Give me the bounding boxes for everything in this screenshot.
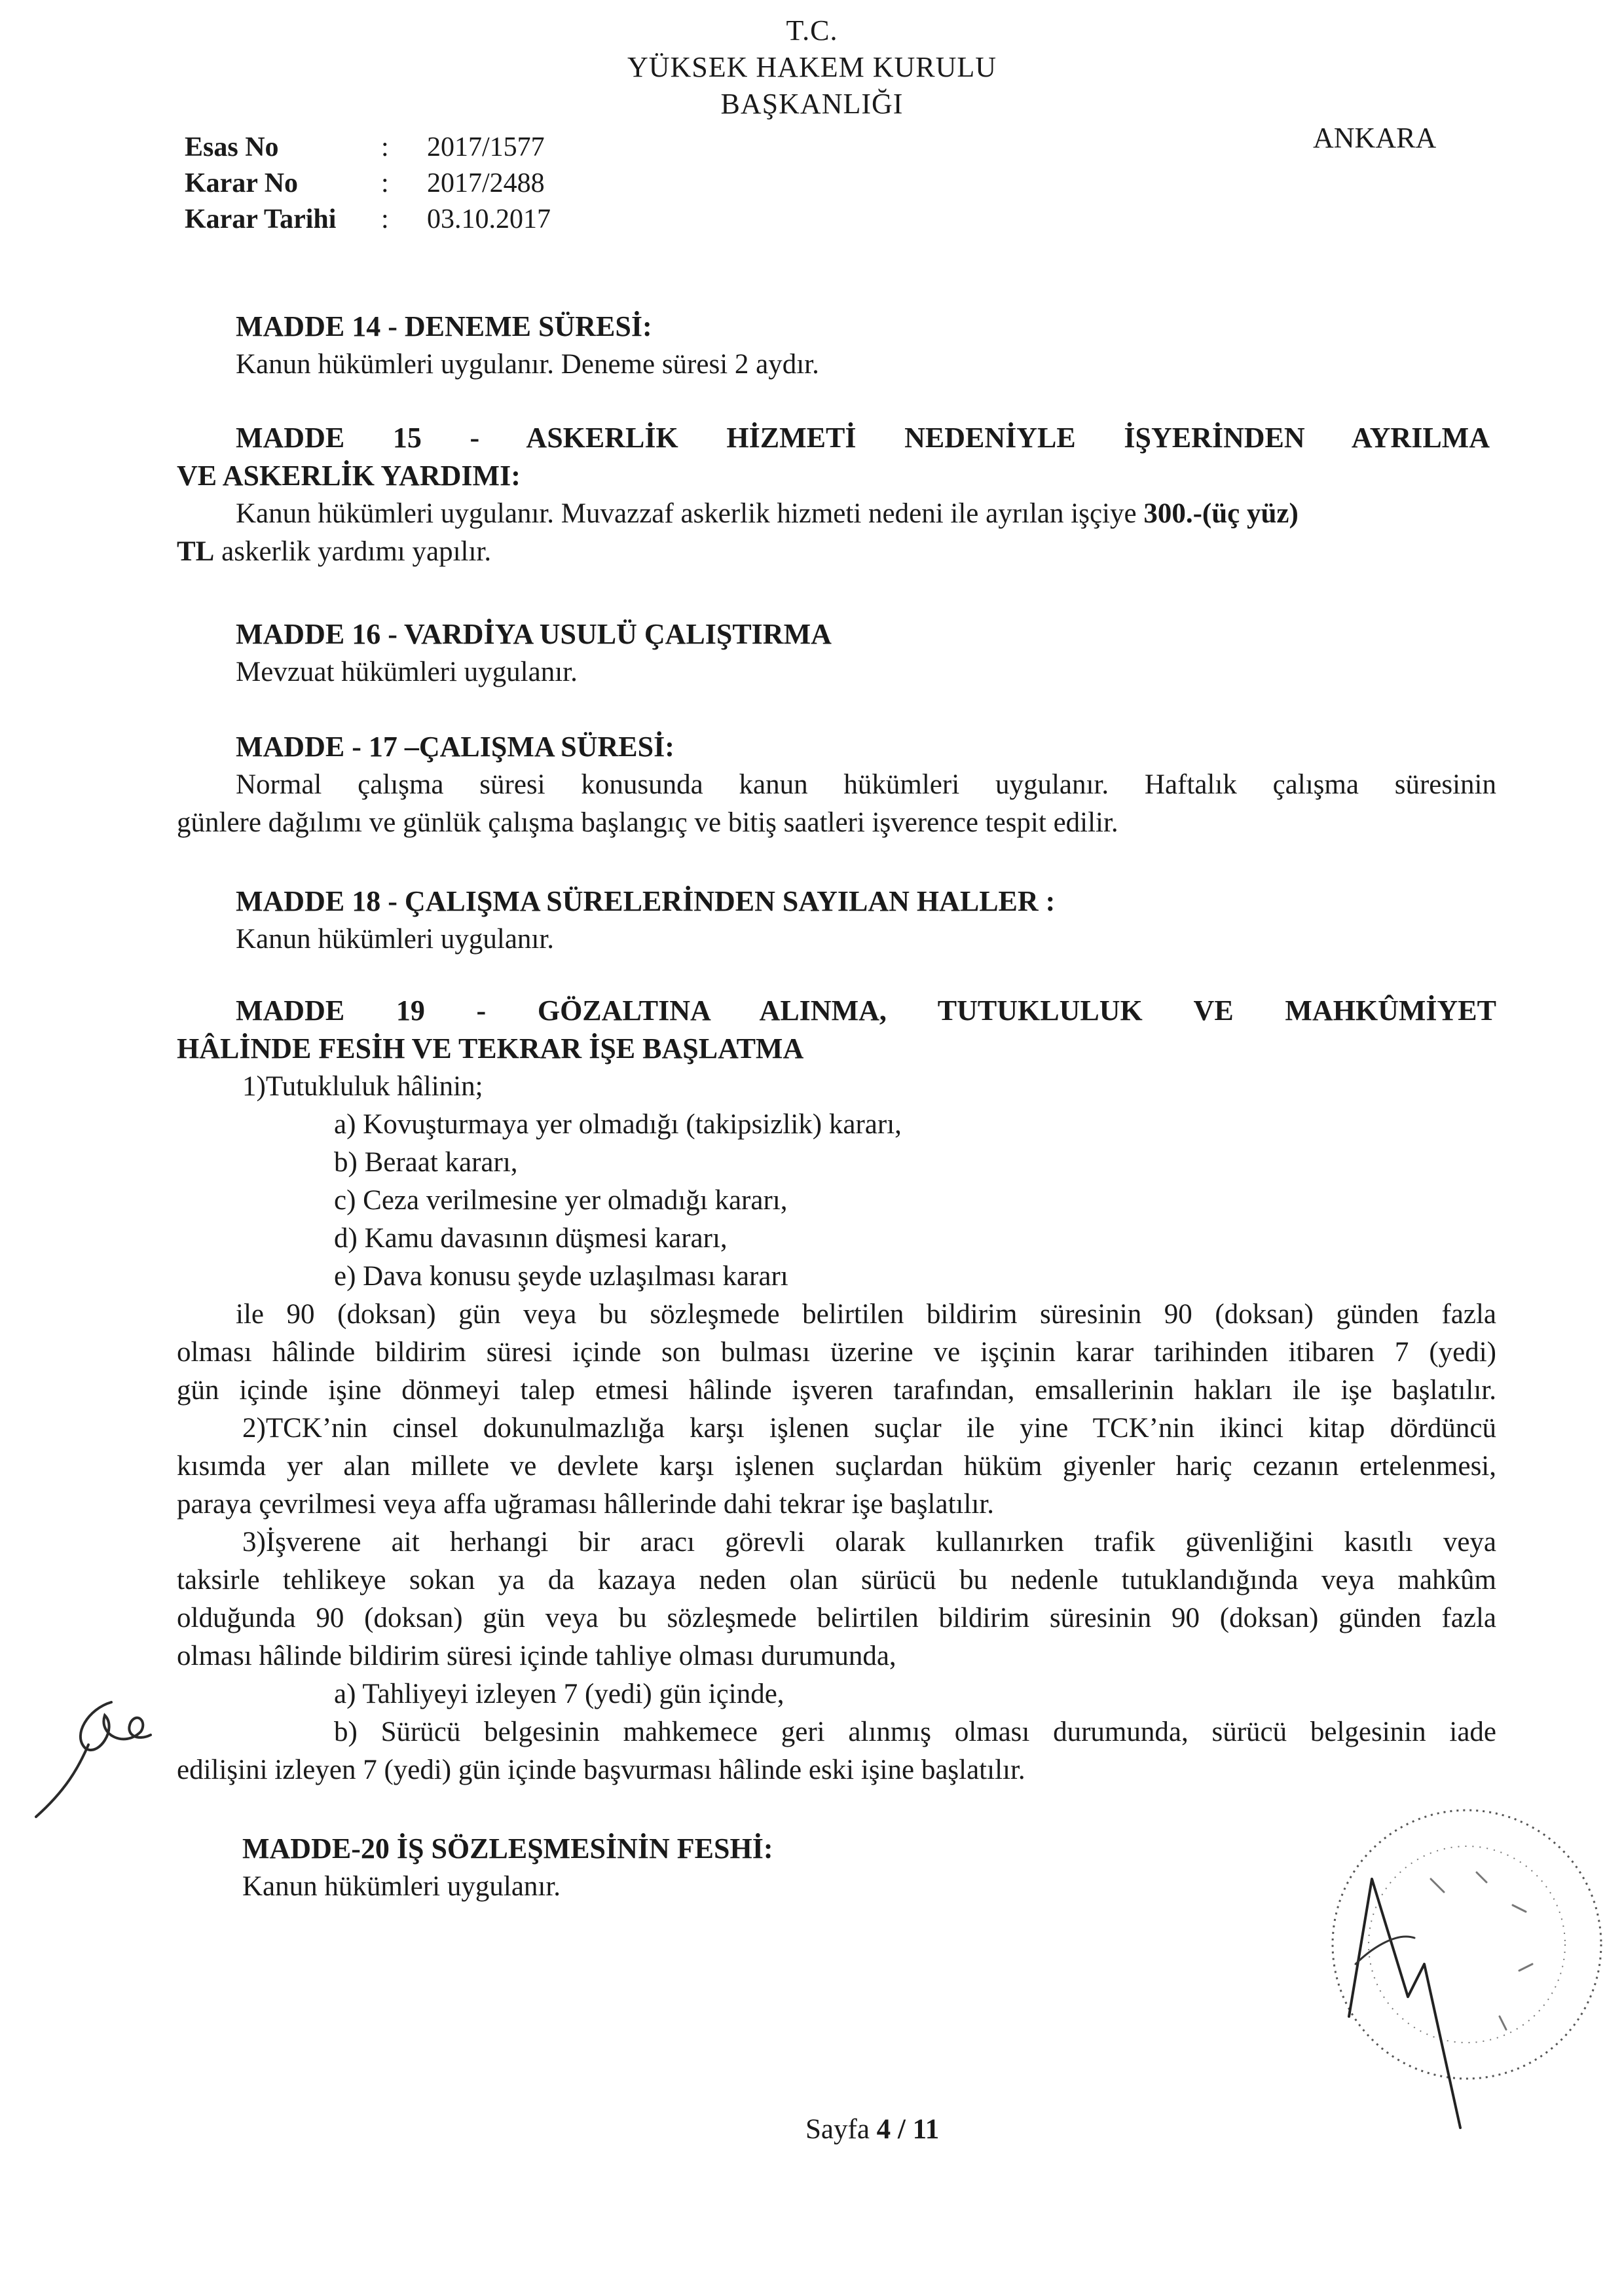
handwritten-initials-icon [26, 1676, 164, 1820]
m19-p1-line3: gün içinde işine dönmeyi talep etmesi hâlinde işveren tarafından, emsallerinin hakları ile işe başlatılır. [177, 1375, 1496, 1406]
m19-p1-item-b: b) Beraat kararı, [334, 1147, 518, 1178]
meta-esas-row [185, 130, 545, 165]
m15-body-line1 [236, 495, 1490, 533]
meta-esas-value: 2017/1577 [427, 132, 545, 162]
m17-body-line1: Normal çalışma süresi konusunda kanun hükümleri uygulanır. Haftalık çalışma süresinin [236, 769, 1496, 800]
meta-tarih-label: Karar Tarihi [185, 204, 337, 234]
page-value: 4 / 11 [876, 2114, 940, 2145]
m19-p3-item-a: a) Tahliyeyi izleyen 7 (yedi) gün içinde, [334, 1679, 784, 1709]
m16-body: Mevzuat hükümleri uygulanır. [236, 657, 578, 687]
m20-body: Kanun hükümleri uygulanır. [242, 1871, 561, 1902]
m19-p1-line2: olması hâlinde bildirim süresi içinde son bulması üzerine ve işçinin karar tarihinden itibaren 7 (yedi) [177, 1337, 1496, 1368]
m19-p1-line1: ile 90 (doksan) gün veya bu sözleşmede belirtilen bildirim süresinin 90 (doksan) günden fazla [236, 1299, 1496, 1330]
m19-p3-item-b-line2: edilişini izleyen 7 (yedi) gün içinde başvurması hâlinde eski işine başlatılır. [177, 1755, 1025, 1785]
meta-karar-label: Karar No [185, 168, 299, 198]
m19-title-line2: HÂLİNDE FESİH VE TEKRAR İŞE BAŞLATMA [177, 1032, 804, 1065]
m20-title: MADDE-20 İŞ SÖZLEŞMESİNİN FESHİ: [242, 1832, 773, 1865]
m17-title: MADDE - 17 –ÇALIŞMA SÜRESİ: [236, 731, 674, 763]
header-tc: T.C. [786, 14, 838, 46]
meta-tarih-row [185, 202, 551, 237]
header-city: ANKARA [1313, 122, 1437, 154]
m19-p2-line3: paraya çevrilmesi veya affa uğraması hâllerinde dahi tekrar işe başlatılır. [177, 1489, 995, 1520]
m15-currency: TL [177, 536, 215, 567]
m14-title: MADDE 14 - DENEME SÜRESİ: [236, 310, 652, 342]
m19-p2-line1: 2)TCK’nin cinsel dokunulmazlığa karşı işlenen suçlar ile yine TCK’nin ikinci kitap dördüncü [242, 1413, 1496, 1444]
m18-body: Kanun hükümleri uygulanır. [236, 924, 555, 955]
m19-p2-line2: kısımda yer alan millete ve devlete karşı işlenen suçlardan hüküm giyenler hariç cezanın ertelenmesi, [177, 1451, 1496, 1482]
m15-title-line2: VE ASKERLİK YARDIMI: [177, 460, 521, 492]
header-institution: YÜKSEK HAKEM KURULU [627, 51, 997, 83]
meta-esas-label: Esas No [185, 132, 279, 162]
meta-sep: : [381, 204, 389, 234]
m19-p3-item-b-line1: b) Sürücü belgesinin mahkemece geri alınmış olması durumunda, sürücü belgesinin iade [334, 1717, 1496, 1747]
m18-title: MADDE 18 - ÇALIŞMA SÜRELERİNDEN SAYILAN HALLER : [236, 885, 1056, 917]
m15-body-line2 [177, 533, 491, 571]
m19-p1-item-a: a) Kovuşturmaya yer olmadığı (takipsizlik) kararı, [334, 1109, 902, 1140]
m19-p1-item-e: e) Dava konusu şeyde uzlaşılması kararı [334, 1261, 788, 1292]
header-presidency: BAŞKANLIĞI [720, 88, 904, 120]
m19-p1-item-d: d) Kamu davasının düşmesi kararı, [334, 1223, 728, 1254]
m17-body-line2: günlere dağılımı ve günlük çalışma başlangıç ve bitiş saatleri işverence tespit edilir. [177, 807, 1118, 838]
official-seal-with-signature-icon [1310, 1800, 1611, 2141]
m15-body-text-2: askerlik yardımı yapılır. [214, 536, 492, 567]
m19-p3-line3: olduğunda 90 (doksan) gün veya bu sözleşmede belirtilen bildirim süresinin 90 (doksan) günden fazla [177, 1603, 1496, 1633]
m15-title-line1: MADDE 15 - ASKERLİK HİZMETİ NEDENİYLE İŞYERİNDEN AYRILMA [236, 422, 1490, 454]
meta-karar-row [185, 166, 545, 201]
meta-tarih-value: 03.10.2017 [427, 204, 551, 234]
m19-title-line1: MADDE 19 - GÖZALTINA ALINMA, TUTUKLULUK VE MAHKÛMİYET [236, 994, 1496, 1027]
m19-p1-intro: 1)Tutukluluk hâlinin; [242, 1071, 483, 1102]
meta-sep: : [381, 168, 389, 198]
m19-p3-line4: olması hâlinde bildirim süresi içinde tahliye olması durumunda, [177, 1641, 896, 1671]
m19-p3-line1: 3)İşverene ait herhangi bir aracı görevli olarak kullanırken trafik güvenliğini kasıtlı veya [242, 1527, 1496, 1558]
meta-sep: : [381, 132, 389, 162]
m15-amount: 300.-(üç yüz) [1143, 498, 1299, 529]
m14-body: Kanun hükümleri uygulanır. Deneme süresi 2 aydır. [236, 349, 819, 380]
m19-p3-line2: taksirle tehlikeye sokan ya da kazaya neden olan sürücü bu nedenle tutuklandığında veya mahkûm [177, 1565, 1496, 1595]
m19-p1-item-c: c) Ceza verilmesine yer olmadığı kararı, [334, 1185, 788, 1216]
meta-karar-value: 2017/2488 [427, 168, 545, 198]
m16-title: MADDE 16 - VARDİYA USULÜ ÇALIŞTIRMA [236, 618, 832, 650]
page-number [805, 2113, 939, 2145]
page-label: Sayfa [805, 2114, 870, 2145]
m15-body-text: Kanun hükümleri uygulanır. Muvazzaf askerlik hizmeti nedeni ile ayrılan işçiye [236, 498, 1144, 529]
